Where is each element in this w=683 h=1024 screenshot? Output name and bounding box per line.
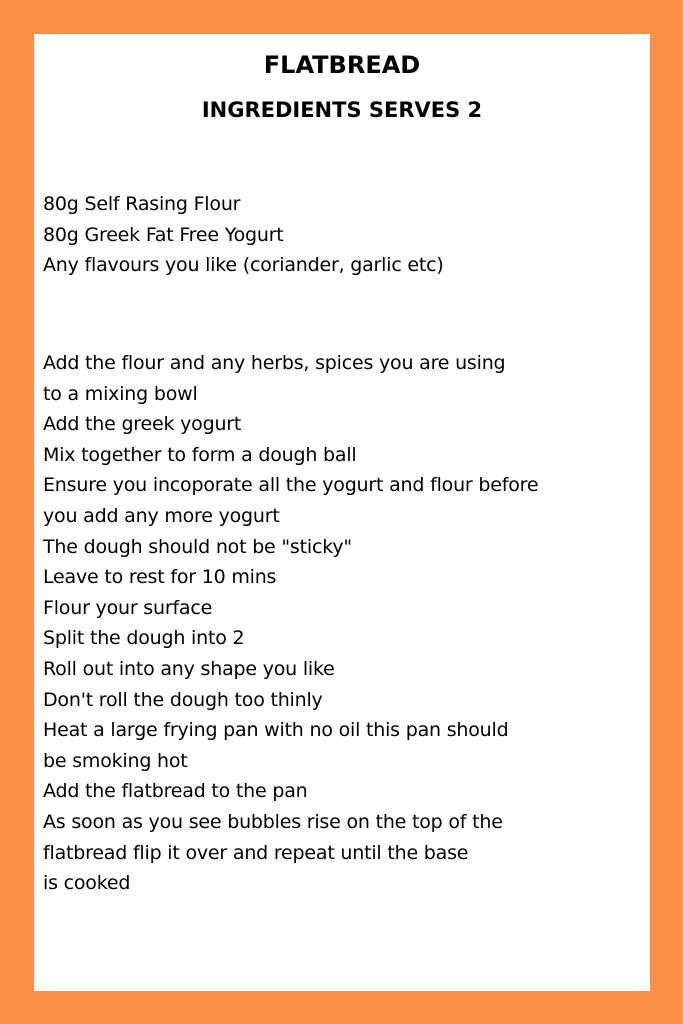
method-line: to a mixing bowl [43,382,198,405]
method-line: Add the greek yogurt [43,413,242,436]
method-line: Add the flour and any herbs, spices you are using [43,352,506,374]
method-line: Heat a large frying pan with no oil this pan should [43,719,509,742]
ingredient-item: 80g Greek Fat Free Yogurt [43,223,284,246]
method-line: Don't roll the dough too thinly [43,688,323,711]
method-line: Split the dough into 2 [43,627,245,650]
method-line: The dough should not be "sticky" [43,535,352,558]
method-line: As soon as you see bubbles rise on the top of the [43,810,503,833]
method-line: you add any more yogurt [43,504,280,527]
recipe-card [34,34,650,991]
method-line: Leave to rest for 10 mins [43,566,277,589]
method-line: Add the flatbread to the pan [43,780,308,803]
method-list [43,348,643,899]
ingredient-item: 80g Self Rasing Flour [43,193,241,215]
ingredient-item: Any flavours you like (coriander, garlic etc) [43,254,444,277]
method-line: be smoking hot [43,749,188,772]
recipe-title: FLATBREAD [263,51,421,79]
ingredients-heading: INGREDIENTS SERVES 2 [201,98,483,122]
method-line: Roll out into any shape you like [43,657,335,680]
method-line: flatbread flip it over and repeat until the base [43,841,469,864]
method-line: Flour your surface [43,596,213,619]
method-line: is cooked [43,872,131,895]
ingredients-list [43,189,643,281]
method-line: Mix together to form a dough ball [43,443,357,466]
method-line: Ensure you incoporate all the yogurt and flour before [43,474,539,497]
